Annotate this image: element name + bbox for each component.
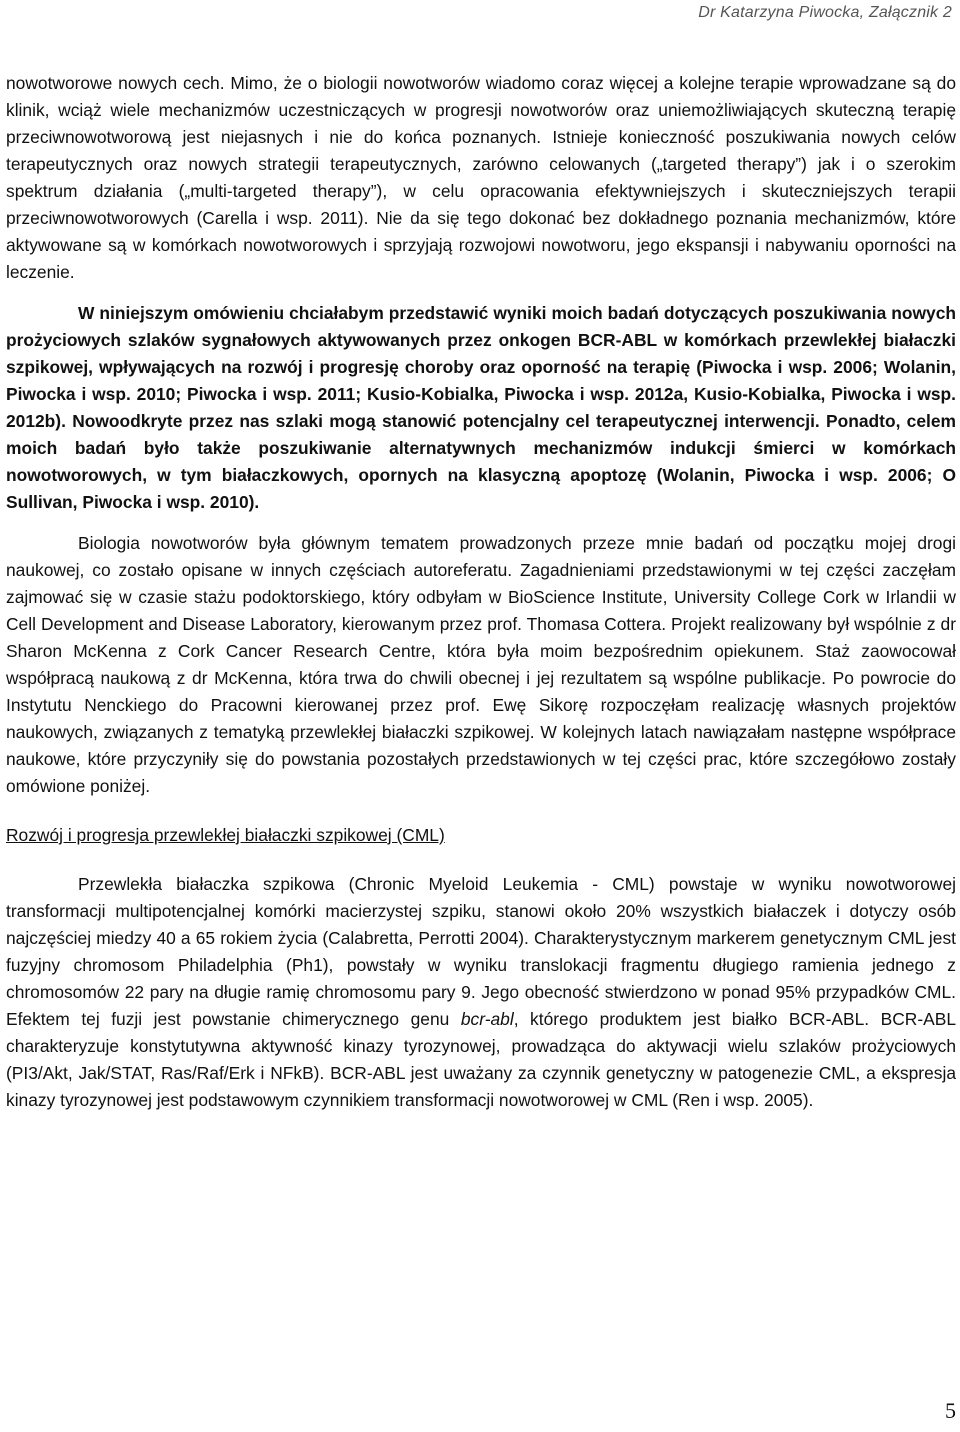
paragraph-cancer-therapy: nowotworowe nowych cech. Mimo, że o biologii nowotworów wiadomo coraz więcej a kolejne terapie wprowadzane są do klinik, wciąż wiele mechanizmów uczestniczących w progresji nowotworów oraz uniemożliwiających skuteczną terapię przeciwnowotworową jest niejasnych i nie do końca poznanych. Istnieje konieczność poszukiwania nowych celów terapeutycznych oraz nowych strategii terapeutycznych, zarówno celowanych („targeted therapy”) jak i o szerokim spektrum działania („multi-targeted therapy”), w celu opracowania efektywniejszych i skuteczniejszych terapii przeciwnowotworowych (Carella i wsp. 2011). Nie da się tego dokonać bez dokładnego poznania mechanizmów, które aktywowane są w komórkach nowotworowych i sprzyjają rozwojowi nowotworu, jego ekspansji i nabywaniu oporności na leczenie. bbox=[6, 73, 956, 282]
document-body bbox=[6, 70, 956, 1114]
page-number: 5 bbox=[945, 1398, 956, 1423]
cml-text-part-b: , którego produktem jest białko BCR-ABL. BCR-ABL charakteryzuje konstytutywna aktywność kinazy tyrozynowej, prowadząca do aktywacji wielu szlaków prożyciowych (PI3/Akt, Jak/STAT, Ras/Raf/Erk i NFkB). BCR-ABL jest uważany za czynnik genetyczny w patogenezie CML, a ekspresja kinazy tyrozynowej jest podstawowym czynnikiem transformacji nowotworowej w CML (Ren i wsp. 2005). bbox=[6, 1009, 956, 1110]
paragraph-cml-description bbox=[6, 871, 956, 1114]
running-header: Dr Katarzyna Piwocka, Załącznik 2 bbox=[698, 4, 952, 21]
paragraph-research-summary: W niniejszym omówieniu chciałabym przedstawić wyniki moich badań dotyczących poszukiwania nowych prożyciowych szlaków sygnałowych aktywowanych przez onkogen BCR-ABL w komórkach przewlekłej białaczki szpikowej, wpływających na rozwój i progresję choroby oraz oporność na terapię (Piwocka i wsp. 2006; Wolanin, Piwocka i wsp. 2010; Piwocka i wsp. 2011; Kusio-Kobialka, Piwocka i wsp. 2012a, Kusio-Kobialka, Piwocka i wsp. 2012b). Nowoodkryte przez nas szlaki mogą stanowić potencjalny cel terapeutycznej interwencji. Ponadto, celem moich badań było także poszukiwanie alternatywnych mechanizmów indukcji śmierci w komórkach nowotworowych, w tym białaczkowych, opornych na klasyczną apoptozę (Wolanin, Piwocka i wsp. 2006; O Sullivan, Piwocka i wsp. 2010). bbox=[6, 303, 956, 512]
section-heading-cml: Rozwój i progresja przewlekłej białaczki szpikowej (CML) bbox=[6, 825, 445, 845]
cml-text-part-a: Przewlekła białaczka szpikowa (Chronic Myeloid Leukemia - CML) powstaje w wyniku nowotworowej transformacji multipotencjalnej komórki macierzystej szpiku, stanowi około 20% wszystkich białaczek i dotyczy osób najczęściej miedzy 40 a 65 rokiem życia (Calabretta, Perrotti 2004). Charakterystycznym markerem genetycznym CML jest fuzyjny chromosom Philadelphia (Ph1), powstały w wyniku translokacji fragmentu długiego ramienia jednego z chromosomów 22 pary na długie ramię chromosomu pary 9. Jego obecność stwierdzono w ponad 95% przypadków CML. Efektem tej fuzji jest powstanie chimerycznego genu bbox=[6, 874, 956, 1029]
gene-name-bcr-abl: bcr-abl bbox=[460, 1009, 514, 1029]
paragraph-research-background: Biologia nowotworów była głównym tematem prowadzonych przeze mnie badań od początku mojej drogi naukowej, co zostało opisane w innych częściach autoreferatu. Zagadnieniami przedstawionymi w tej części zaczęłam zajmować się w czasie stażu podoktorskiego, który odbyłam w BioScience Institute, University College Cork w Irlandii w Cell Development and Disease Laboratory, kierowanym przez prof. Thomasa Cottera. Projekt realizowany był wspólnie z dr Sharon McKenna z Cork Cancer Research Centre, która była moim bezpośrednim opiekunem. Staż zaowocował współpracą naukową z dr McKenna, która trwa do chwili obecnej i jej rezultatem są wspólne publikacje. Po powrocie do Instytutu Nenckiego do Pracowni kierowanej przez prof. Ewę Sikorę rozpoczęłam realizację własnych projektów naukowych, związanych z tematyką przewlekłej białaczki szpikowej. W kolejnych latach nawiązałam następne współprace naukowe, które przyczyniły się do powstania pozostałych przedstawionych w tej części prac, które szczegółowo zostały omówione poniżej. bbox=[6, 533, 956, 796]
